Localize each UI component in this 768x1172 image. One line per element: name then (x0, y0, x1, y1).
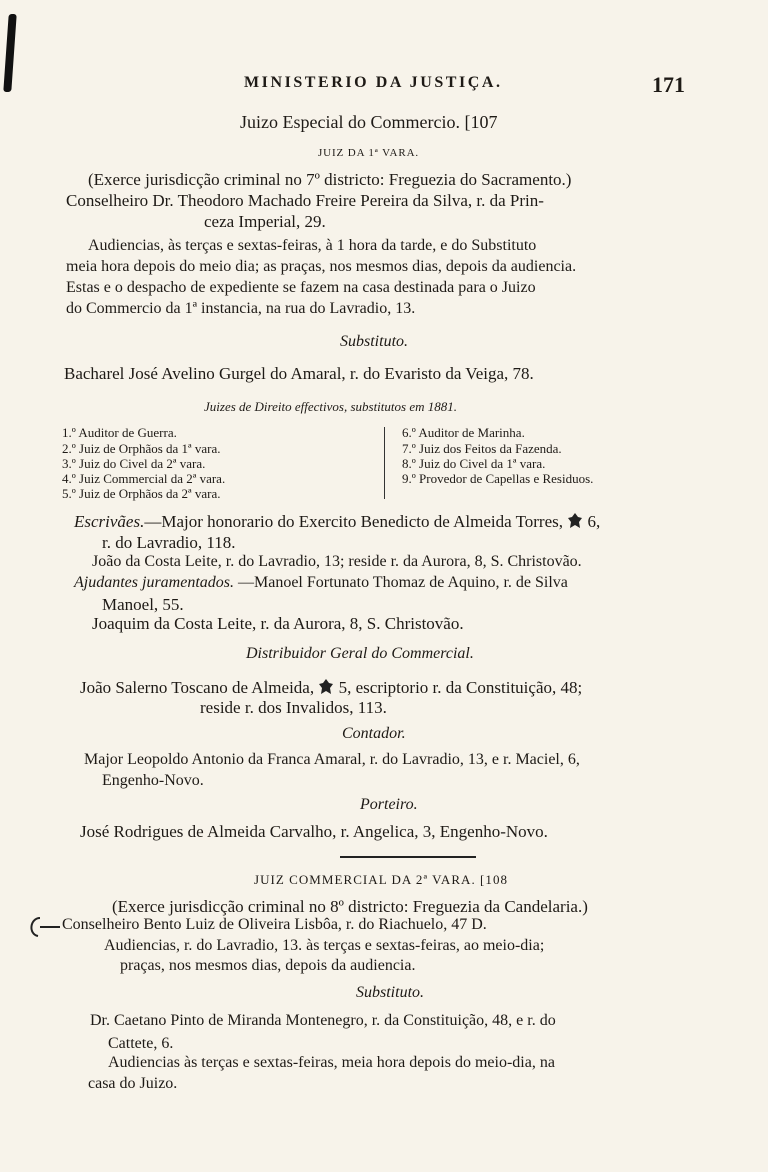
judges-right-4: 9.º Provedor de Capellas e Residuos. (402, 471, 594, 486)
escrivaes-line-2: r. do Lavradio, 118. (102, 533, 236, 552)
vara2-jurisdiction: (Exerce jurisdicção criminal no 8º districto: Freguezia da Candelaria.) (112, 897, 588, 916)
substitute-name: Bacharel José Avelino Gurgel do Amaral, r. do Evaristo da Veiga, 78. (64, 364, 534, 383)
distribuidor-name: João Salerno Toscano de Almeida, (80, 678, 315, 697)
contador-line-2: Engenho-Novo. (102, 772, 204, 789)
vara2-substitute-line-2: Cattete, 6. (108, 1035, 174, 1052)
distribuidor-heading: Distribuidor Geral do Commercial. (246, 645, 474, 662)
vara2-substitute-hours-1: Audiencias às terças e sextas-feiras, meia hora depois do meio-dia, na (108, 1054, 555, 1071)
ajudantes-line-1 (74, 574, 568, 592)
column-divider (384, 427, 385, 499)
escrivao-second: João da Costa Leite, r. do Lavradio, 13; reside r. da Aurora, 8, S. Christovão. (92, 553, 582, 570)
judges-heading: Juizes de Direito effectivos, substitutos em 1881. (204, 399, 457, 414)
escrivaes-label: Escrivães. (74, 512, 145, 531)
judges-left-5: 5.º Juiz de Orphãos da 2ª vara. (62, 486, 221, 501)
judge-line-2: ceza Imperial, 29. (204, 212, 326, 231)
hours-line-4: do Commercio da 1ª instancia, na rua do Lavradio, 13. (66, 300, 416, 317)
ajudantes-text: —Manoel Fortunato Thomaz de Aquino, r. de Silva (238, 574, 568, 591)
margin-bracket-mark (26, 914, 62, 940)
judges-right-3: 8.º Juiz do Civel da 1ª vara. (402, 456, 546, 471)
escrivaes-number: 6, (587, 512, 601, 531)
order-crest-icon (318, 678, 334, 696)
distribuidor-line-2: reside r. dos Invalidos, 113. (200, 698, 387, 717)
escrivaes-text: —Major honorario do Exercito Benedicto de Almeida Torres, (144, 512, 564, 531)
vara2-judge: Conselheiro Bento Luiz de Oliveira Lisbôa, r. do Riachuelo, 47 D. (62, 916, 487, 933)
distribuidor-address: 5, escriptorio r. da Constituição, 48; (338, 678, 583, 697)
judges-left-3: 3.º Juiz do Civel da 2ª vara. (62, 456, 206, 471)
ajudantes-line-2: Manoel, 55. (102, 595, 184, 614)
section-title: Juizo Especial do Commercio. [107 (240, 112, 498, 132)
ink-mark (3, 14, 16, 92)
judges-right-1: 6.º Auditor de Marinha. (402, 425, 525, 440)
ajudantes-label: Ajudantes juramentados. (74, 574, 234, 591)
contador-heading: Contador. (342, 725, 406, 742)
judges-left-1: 1.º Auditor de Guerra. (62, 425, 177, 440)
hours-line-1: Audiencias, às terças e sextas-feiras, à 1 hora da tarde, e do Substituto (88, 237, 537, 254)
hours-line-3: Estas e o despacho de expediente se fazem na casa destinada para o Juizo (66, 279, 536, 296)
judges-left-4: 4.º Juiz Commercial da 2ª vara. (62, 471, 226, 486)
judge-line-1: Conselheiro Dr. Theodoro Machado Freire Pereira da Silva, r. da Prin- (66, 191, 544, 210)
order-crest-icon (567, 512, 583, 530)
page-number: 171 (652, 72, 685, 97)
escrivaes-line-1 (74, 512, 600, 532)
vara2-title: JUIZ COMMERCIAL DA 2ª VARA. [108 (254, 872, 509, 887)
vara2-hours-2: praças, nos mesmos dias, depois da audiencia. (120, 957, 416, 974)
ajudante-second: Joaquim da Costa Leite, r. da Aurora, 8, S. Christovão. (92, 614, 464, 633)
section-rule (340, 856, 476, 858)
running-head: MINISTERIO DA JUSTIÇA. (244, 74, 503, 91)
vara2-substitute-line-1: Dr. Caetano Pinto de Miranda Montenegro, r. da Constituição, 48, e r. do (90, 1012, 556, 1029)
porteiro-heading: Porteiro. (360, 796, 418, 813)
jurisdiction-note: (Exerce jurisdicção criminal no 7º districto: Freguezia do Sacramento.) (88, 170, 572, 189)
judges-right-2: 7.º Juiz dos Feitos da Fazenda. (402, 441, 562, 456)
hours-line-2: meia hora depois do meio dia; as praças, nos mesmos dias, depois da audiencia. (66, 258, 577, 275)
judges-left-2: 2.º Juiz de Orphãos da 1ª vara. (62, 441, 221, 456)
vara2-substitute-heading: Substituto. (356, 984, 425, 1001)
vara2-substitute-hours-2: casa do Juizo. (88, 1075, 178, 1092)
vara2-hours-1: Audiencias, r. do Lavradio, 13. às terças e sextas-feiras, ao meio-dia; (104, 937, 545, 954)
substitute-heading: Substituto. (340, 333, 409, 350)
court-title: JUIZ DA 1ª VARA. (318, 147, 420, 159)
porteiro-name: José Rodrigues de Almeida Carvalho, r. Angelica, 3, Engenho-Novo. (80, 822, 548, 841)
contador-line-1: Major Leopoldo Antonio da Franca Amaral, r. do Lavradio, 13, e r. Maciel, 6, (84, 751, 580, 768)
distribuidor-line-1 (80, 678, 582, 698)
